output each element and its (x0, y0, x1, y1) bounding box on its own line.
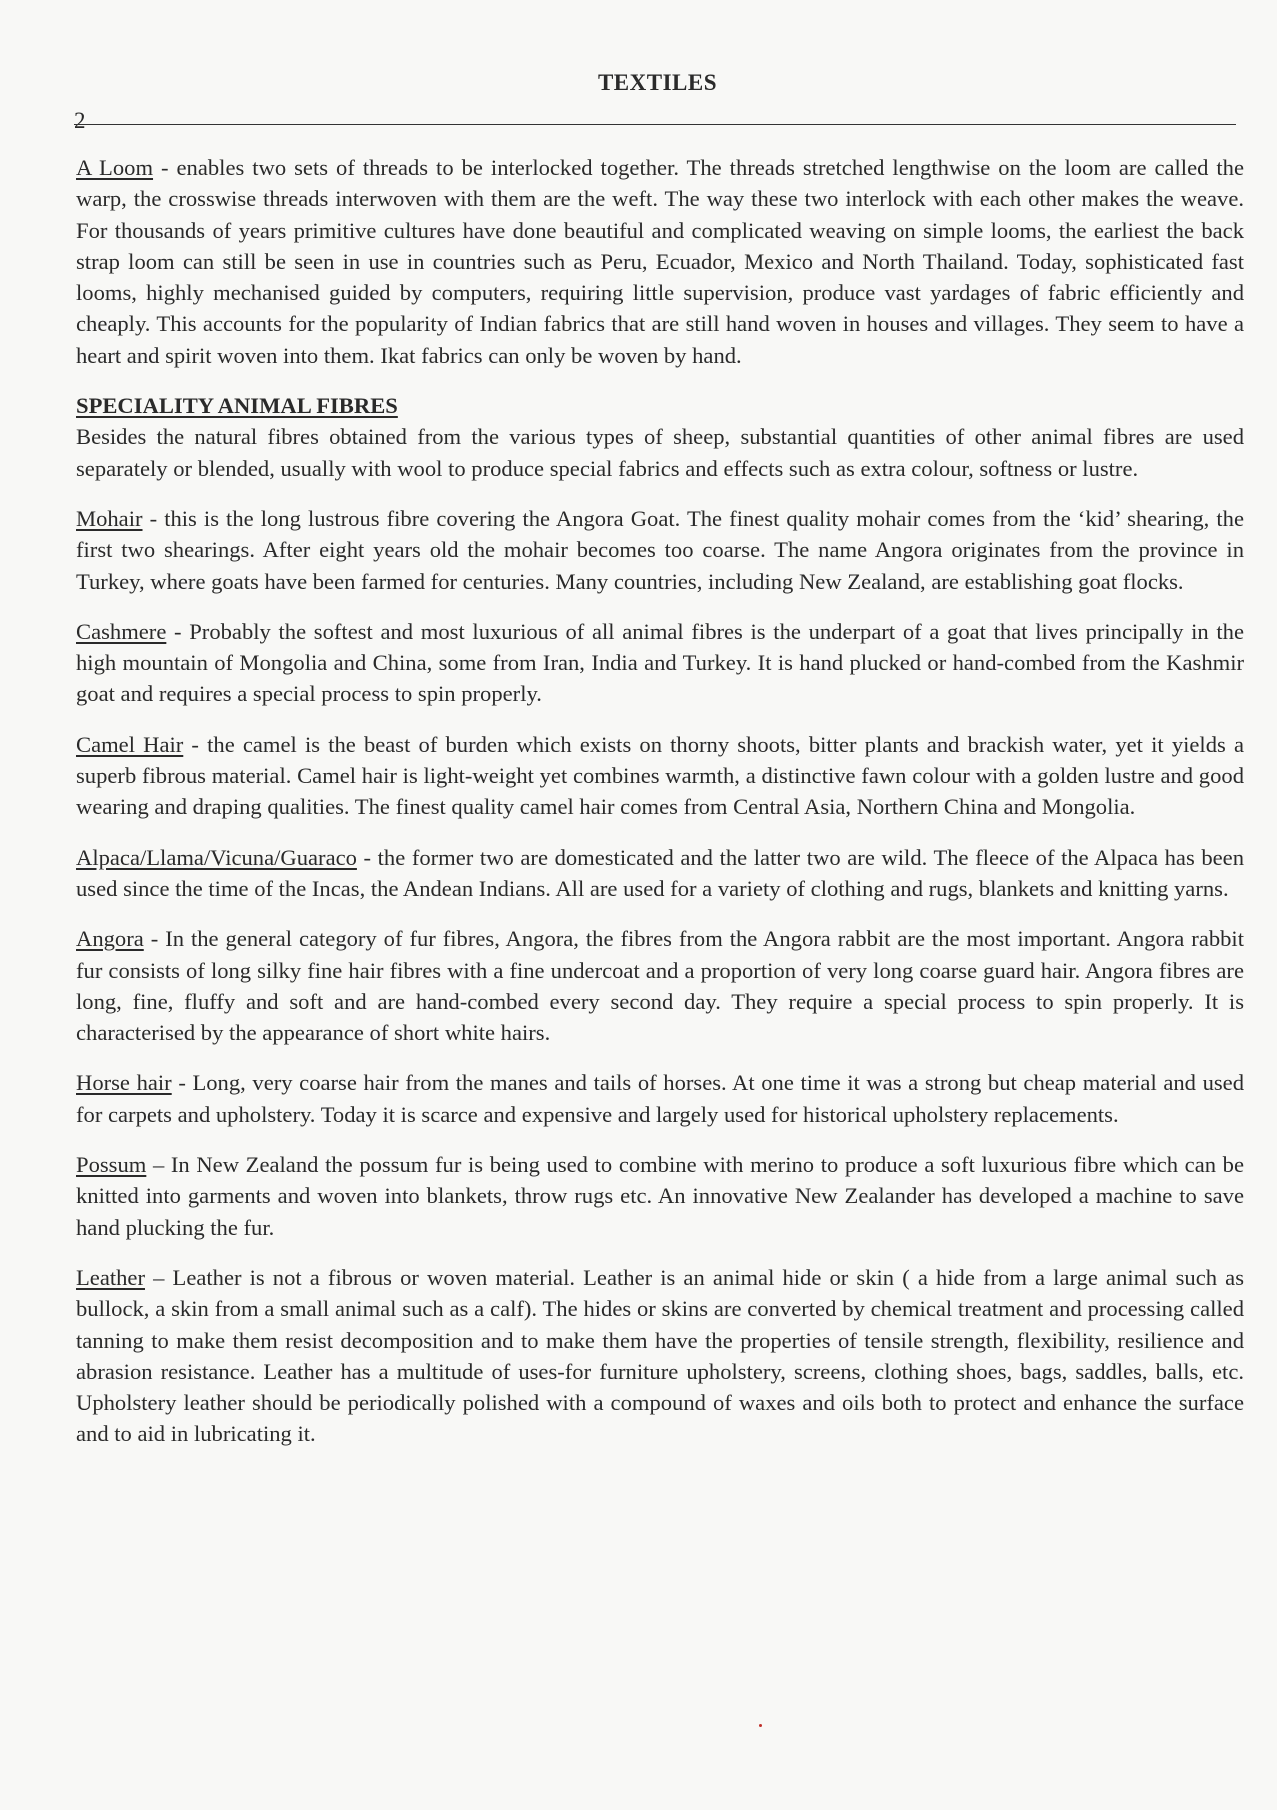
entry-text: - the camel is the beast of burden which exists on thorny shoots, bitter plants and brackish water, yet it yields a superb fibrous material. Camel hair is light-weight yet combines warmth, a distinctive fawn colour with a golden lustre and good wearing and draping qualities. The finest quality camel hair comes from Central Asia, Northern China and Mongolia. (76, 731, 1244, 820)
entry-text: - Long, very coarse hair from the manes and tails of horses. At one time it was a strong but cheap material and used for carpets and upholstery. Today it is scarce and expensive and largely used for historical upholstery replacements. (76, 1070, 1244, 1127)
entry-leather (76, 1262, 1244, 1450)
entry-cashmere (76, 616, 1244, 710)
ink-speck (759, 1724, 762, 1727)
entry-camel-hair (76, 729, 1244, 823)
section-heading: SPECIALITY ANIMAL FIBRES (76, 393, 398, 419)
term-horse-hair: Horse hair (76, 1070, 172, 1096)
entry-possum (76, 1149, 1244, 1243)
term-alpaca: Alpaca/Llama/Vicuna/Guaraco (76, 844, 357, 870)
entry-alpaca (76, 842, 1244, 905)
term-cashmere: Cashmere (76, 618, 167, 644)
header-divider (74, 124, 1236, 125)
loom-text: - enables two sets of threads to be interlocked together. The threads stretched lengthwise on the loom are called the warp, the crosswise threads interwoven with them are the weft. The way these two interlock with each other makes the weave. For thousands of years primitive cultures have done beautiful and complicated weaving on simple looms, the earliest the back strap loom can still be seen in use in countries such as Peru, Ecuador, Mexico and North Thailand. Today, sophisticated fast looms, highly mechanised guided by computers, requiring little supervision, produce vast yardages of fabric efficiently and cheaply. This accounts for the popularity of Indian fabrics that are still hand woven in houses and villages. They seem to have a heart and spirit woven into them. Ikat fabrics can only be woven by hand. (76, 155, 1245, 368)
term-a-loom: A Loom (76, 155, 154, 180)
entry-text: – Leather is not a fibrous or woven material. Leather is an animal hide or skin ( a hide from a large animal such as bullock, a skin from a small animal such as a calf). The hides or skins are converted by chemical treatment and processing called tanning to make them resist decomposition and to make them have the properties of tensile strength, flexibility, resilience and abrasion resistance. Leather has a multitude of uses-for furniture upholstery, screens, clothing shoes, bags, saddles, balls, etc. Upholstery leather should be periodically polished with a compound of waxes and oils both to protect and enhance the surface and to aid in lubricating it. (76, 1264, 1244, 1447)
entry-text: - this is the long lustrous fibre covering the Angora Goat. The finest quality mohair comes from the ‘kid’ shearing, the first two shearings. After eight years old the mohair becomes too coarse. The name Angora originates from the province in Turkey, where goats have been farmed for centuries. Many countries, including New Zealand, are establishing goat flocks. (76, 505, 1244, 594)
entry-text: - the former two are domesticated and the latter two are wild. The fleece of the Alpaca has been used since the time of the Incas, the Andean Indians. All are used for a variety of clothing and rugs, blankets and knitting yarns. (76, 844, 1244, 901)
term-leather: Leather (76, 1264, 145, 1290)
entry-text: – In New Zealand the possum fur is being used to combine with merino to produce a soft luxurious fibre which can be knitted into garments and woven into blankets, throw rugs etc. An innovative New Zealander has developed a machine to save hand plucking the fur. (76, 1152, 1244, 1240)
term-camel-hair: Camel Hair (76, 731, 184, 757)
entry-horse-hair (76, 1067, 1244, 1130)
entry-mohair (76, 503, 1244, 597)
page-number: 2 (74, 108, 86, 133)
section-intro: Besides the natural fibres obtained from the various types of sheep, substantial quantities of other animal fibres are used separately or blended, usually with wool to produce special fabrics and effects such as extra colour, softness or lustre. (76, 424, 1244, 481)
loom-paragraph (76, 152, 1244, 371)
term-mohair: Mohair (76, 505, 143, 531)
term-possum: Possum (76, 1152, 147, 1178)
entry-text: - Probably the softest and most luxurious of all animal fibres is the underpart of a goat that lives principally in the high mountain of Mongolia and China, some from Iran, India and Turkey. It is hand plucked or hand-combed from the Kashmir goat and requires a special process to spin properly. (76, 618, 1244, 707)
entry-angora (76, 923, 1244, 1048)
page-header-title: TEXTILES (597, 70, 718, 95)
entry-text: - In the general category of fur fibres, Angora, the fibres from the Angora rabbit are the most important. Angora rabbit fur consists of long silky fine hair fibres with a fine undercoat and a proportion of very long coarse guard hair. Angora fibres are long, fine, fluffy and soft and are hand-combed every second day. They require a special process to spin properly. It is characterised by the appearance of short white hairs. (76, 926, 1244, 1046)
page-body (76, 152, 1244, 1469)
term-angora: Angora (76, 926, 144, 952)
